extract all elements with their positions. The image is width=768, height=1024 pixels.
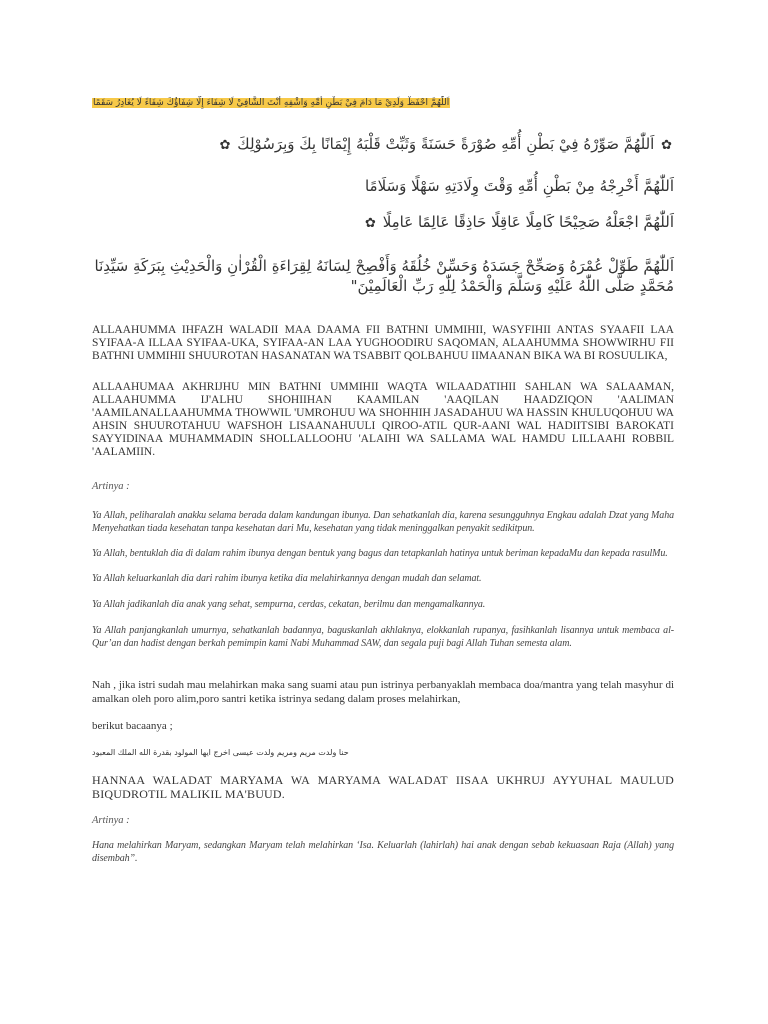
meaning-paragraph: Ya Allah, bentuklah dia di dalam rahim ibunya dengan bentuk yang bagus dan tetapkanlah hatinya untuk beriman kepadaMu dan kepada rasulMu. [92,548,668,559]
transliteration-1: ALLAAHUMMA IHFAZH WALADII MAA DAAMA FII BATHNI UMMIHII, WASYFIHII ANTAS SYAAFII LAA SYIFAA-A ILLAA SYIFAA-UKA, SYIFAA-AN LAA YUGHOODIRU SAQOMAN, ALAAHUMMA SHOWWIRHU FII BATHNI UMMIHII SHUUROTAN HASANATAN WA TSABBIT QOLBAHUU IIMAANAN BIKA WA BI ROSUULIKA, [92,324,674,362]
flower-icon: ✿ [661,138,672,153]
flower-icon: ✿ [219,138,231,153]
arabic-verse-3-text: اَللّٰهُمَّ اجْعَلْهُ صَحِيْحًا كَامِلًا عَاقِلًا حَاذِقًا عَالِمًا عَامِلًا [382,213,674,231]
transliteration-2: ALLAAHUMAA AKHRIJHU MIN BATHNI UMMIHII WAQTA WILAADATIHII SAHLAN WA SALAAMAN, ALLAAHUMMA IJ'ALHU SHOHIIHAN KAAMILAN 'AAQILAN HAADZIQON 'AALIMAN 'AAMILANALLAAHUMMA THOWWIL 'UMROHUU WA SHOHHIH JASADAHUU WA HASSIN KHULUQOHUU WA AHSIN SHUUROTAHUU WAFSHOH LISAANAHUULI QIROO-ATIL QUR-AANI WAL HADIITSIBI BAROKATI SAYYIDINAA MUHAMMADIN SHOLLALLOOHU 'ALAIHI WA SALLAMA WAL HAMDU LILLAAHI ROBBIL 'AALAMIIN. [92,381,674,458]
meaning-final: Hana melahirkan Maryam, sedangkan Maryam telah melahirkan ‘Isa. Keluarlah (lahirlah) hai anak dengan sebab kekuasaan Raja (Allah) yang disembah”. [92,840,674,864]
body-paragraph: Nah , jika istri sudah mau melahirkan maka sang suami atau pun istrinya perbanyaklah membaca doa/mantra yang telah masyhur di amalkan oleh poro alim,poro santri ketika istrinya sedang dalam proses melahirkan, [92,679,674,705]
flower-icon: ✿ [365,216,376,231]
arabic-verse-3 [92,212,674,234]
arabic-verse-4 [92,256,674,296]
arabic-verse-2-text: اَللّٰهُمَّ أَخْرِجْهُ مِنْ بَطْنِ أُمِّهِ وَقْتَ وِلَادَتِهِ سَهْلًا وَسَلَامًا [364,177,674,195]
highlighted-arabic-line [92,96,674,110]
meaning-paragraph: Ya Allah jadikanlah dia anak yang sehat, sempurna, cerdas, cekatan, berilmu dan mengamalkannya. [92,599,486,610]
artinya-label-2: Artinya : [92,815,130,826]
artinya-label: Artinya : [92,481,130,492]
meaning-paragraph: Ya Allah, peliharalah anakku selama berada dalam kandungan ibunya. Dan sehatkanlah dia, karena sesungguhnya Engkau adalah Dzat yang Maha Menyehatkan tiada kesehatan tanpa kesehatan dari Mu, kesehatan yang tidak meninggalkan penyakit sedikitpun. [92,510,674,534]
arabic-verse-1 [92,134,674,156]
meaning-paragraph: Ya Allah panjangkanlah umurnya, sehatkanlah badannya, baguskanlah akhlaknya, elokkanlah rupanya, fasihkanlah lisannya untuk membaca al-Qur’an dan hadist dengan berkah pemimpin kami Nabi Muhammad SAW, dan segala puji bagi Allah Tuhan semesta alam. [92,625,674,649]
body-paragraph: berikut bacaanya ; [92,720,173,732]
document-page [92,96,674,865]
highlighted-arabic-text: اَللّٰهُمَّ احْفَظْ وَلَدِيْ مَا دَامَ فِيْ بَطْنِ أُمِّهِ وَاشْفِهِ أَنْتَ الشَّافِيْ لَا شِفَاءَ إِلَّا شِفَاؤُكَ شِفَاءً لَا يُغَادِرُ سَقَمًا [93,98,450,108]
arabic-verse-4-text: اَللّٰهُمَّ طَوِّلْ عُمْرَهُ وَصَحِّحْ جَسَدَهُ وَحَسِّنْ خُلُقَهُ وَأَفْصِحْ لِسَانَهُ لِقِرَاءَةِ الْقُرْاٰنِ وَالْحَدِيْثِ بِبَرَكَةِ سَيِّدِنَا مُحَمَّدٍ صَلَّى اللّٰهُ عَلَيْهِ وَسَلَّمَ وَالْحَمْدُ لِلّٰهِ رَبِّ الْعَالَمِيْنَ" [94,257,674,295]
transliteration-3: HANNAA WALADAT MARYAMA WA MARYAMA WALADAT IISAA UKHRUJ AYYUHAL MAULUD BIQUDROTIL MALIKIL MA'BUUD. [92,773,674,801]
small-arabic-line: حنا ولدت مريم ومريم ولدت عيسى اخرج ايها المولود بقدرة الله الملك المعبود [92,748,349,757]
meaning-paragraph: Ya Allah keluarkanlah dia dari rahim ibunya ketika dia melahirkannya dengan mudah dan selamat. [92,573,482,584]
arabic-verse-1-text: اَللّٰهُمَّ صَوِّرْهُ فِيْ بَطْنِ أُمِّهِ صُوْرَةً حَسَنَةً وَثَبِّتْ قَلْبَهُ إِيْمَانًا بِكَ وَبِرَسُوْلِكَ [237,135,655,153]
arabic-verse-2 [92,176,674,196]
